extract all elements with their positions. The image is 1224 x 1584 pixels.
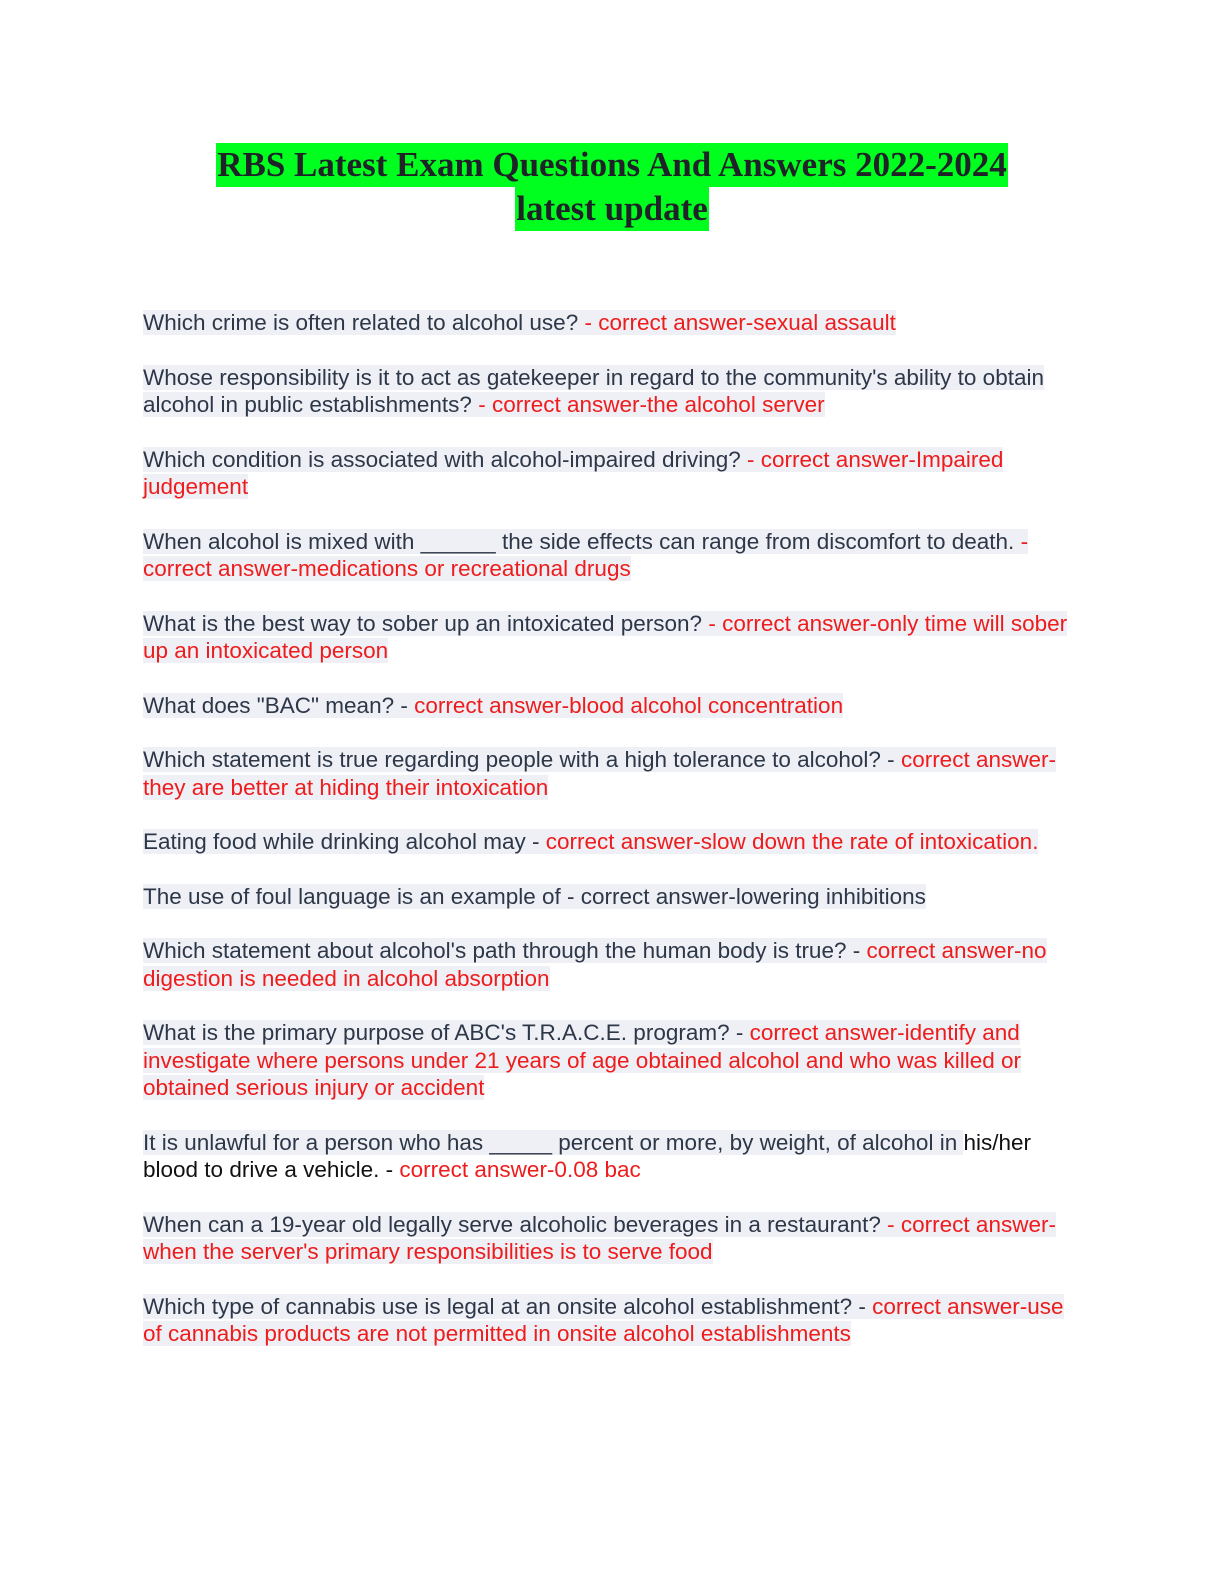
question-text: Which crime is often related to alcohol use? [143, 310, 585, 335]
answer-text: correct answer-0.08 bac [399, 1157, 641, 1182]
answer-text: correct answer-use of cannabis products are not permitted in onsite alcohol establishments [143, 1293, 1064, 1346]
document-title [0, 143, 1224, 231]
qa-item [143, 364, 1073, 419]
qa-item [143, 309, 1073, 337]
answer-text: - correct answer-when the server's primary responsibilities is to serve food [143, 1211, 1056, 1264]
answer-text: - correct answer-only time will sober up an intoxicated person [143, 610, 1068, 663]
question-text: When alcohol is mixed with ______ the side effects can range from discomfort to death. [143, 528, 1021, 554]
qa-item [143, 746, 1073, 801]
answer-text: - correct answer-medications or recreational drugs [143, 528, 1029, 581]
question-text: Eating food while drinking alcohol may - [143, 829, 546, 854]
question-text: Whose responsibility is it to act as gatekeeper in regard to the community's ability to obtain alcohol in public establishments? [143, 364, 1044, 417]
question-text: What is the primary purpose of ABC's T.R.A.C.E. program? - [143, 1020, 750, 1045]
question-text: It is unlawful for a person who has _____ percent or more, by weight, of alcohol in [143, 1129, 964, 1155]
qa-item [143, 883, 1073, 911]
qa-list [143, 309, 1073, 1375]
qa-item [143, 446, 1073, 501]
qa-item [143, 1019, 1073, 1102]
answer-text: correct answer-identify and investigate where persons under 21 years of age obtained alcohol and who was killed or obtained serious injury or accident [143, 1020, 1022, 1100]
answer-text: - correct answer-Impaired judgement [143, 446, 1004, 499]
question-text: Which statement is true regarding people with a high tolerance to alcohol? - [143, 747, 901, 772]
answer-text: - correct answer-sexual assault [584, 310, 896, 335]
qa-item [143, 828, 1073, 856]
qa-item [143, 692, 1073, 720]
answer-text: correct answer-no digestion is needed in alcohol absorption [143, 938, 1047, 991]
qa-item [143, 610, 1073, 665]
question-text: When can a 19-year old legally serve alcoholic beverages in a restaurant? [143, 1211, 888, 1237]
title-line-2: latest update [515, 187, 709, 231]
answer-text: - correct answer-the alcohol server [478, 392, 825, 417]
answer-text: correct answer-they are better at hiding their intoxication [143, 747, 1056, 800]
answer-text: correct answer-slow down the rate of intoxication. [545, 829, 1039, 854]
question-text-continued: his/her blood to drive a vehicle. - [143, 1129, 1032, 1182]
answer-text: correct answer-lowering inhibitions [580, 883, 926, 909]
question-text: What is the best way to sober up an intoxicated person? [143, 610, 709, 636]
answer-text: correct answer-blood alcohol concentration [414, 692, 844, 718]
title-line-1: RBS Latest Exam Questions And Answers 2022-2024 [216, 143, 1008, 187]
qa-item [143, 528, 1073, 583]
qa-item [143, 1293, 1073, 1348]
question-text: Which type of cannabis use is legal at an onsite alcohol establishment? - [143, 1293, 873, 1319]
qa-item [143, 1129, 1073, 1184]
question-text: Which condition is associated with alcohol-impaired driving? [143, 446, 748, 472]
qa-item [143, 1211, 1073, 1266]
qa-item [143, 937, 1073, 992]
question-text: The use of foul language is an example of - [143, 883, 581, 909]
question-text: What does "BAC" mean? - [143, 692, 415, 718]
question-text: Which statement about alcohol's path through the human body is true? - [143, 938, 867, 963]
